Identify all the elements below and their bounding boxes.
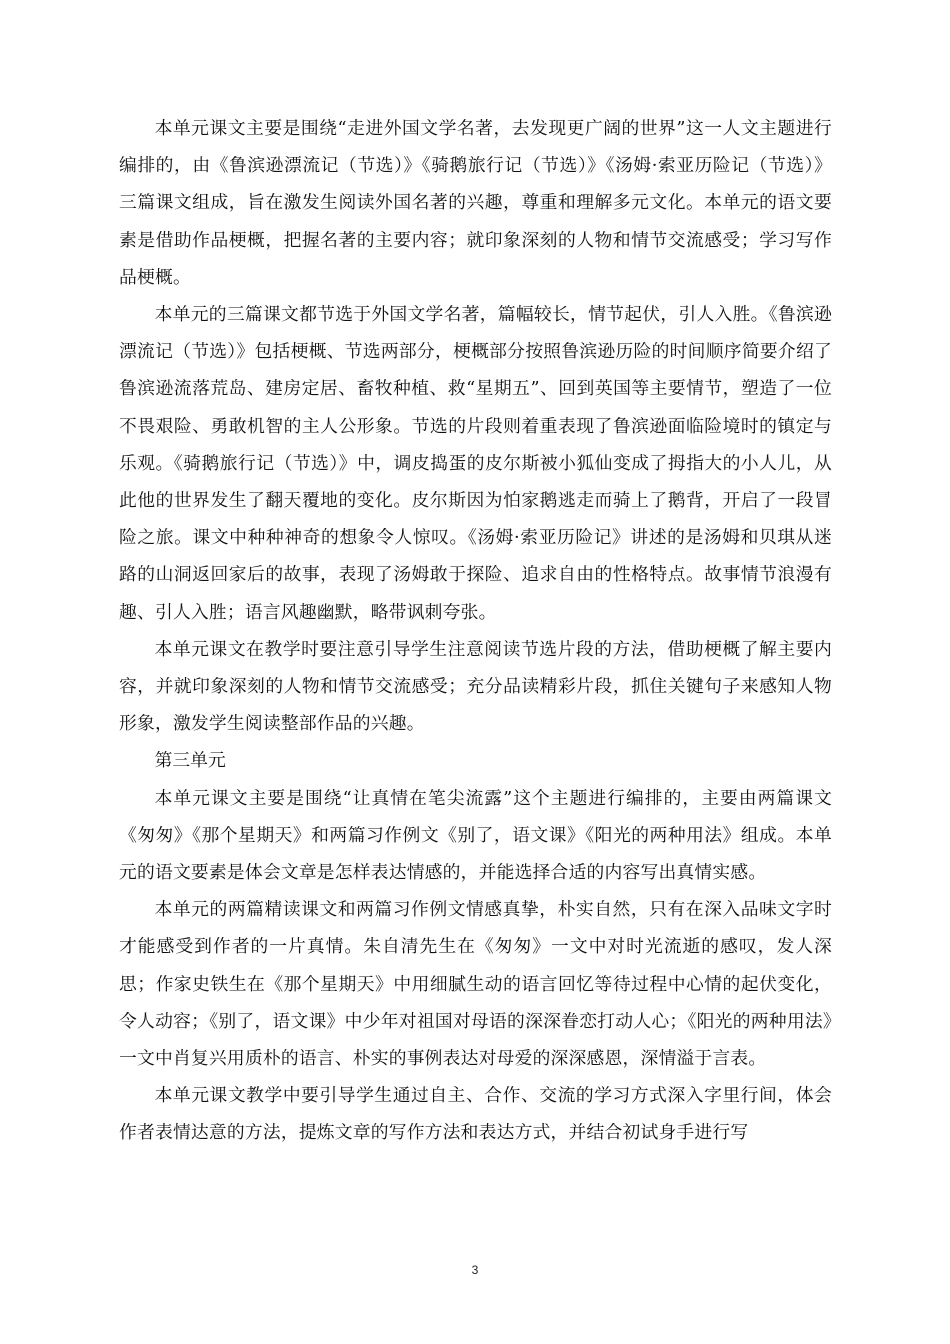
paragraph-unit3-texts: 本单元的两篇精读课文和两篇习作例文情感真挚，朴实自然，只有在深入品味文字时才能感受到作者的一片真情。朱自清先生在《匆匆》一文中对时光流逝的感叹，发人深思；作家史铁生在《那个星期天》中用细腻生动的语言回忆等待过程中心情的起伏变化，令人动容；《别了，语文课》中少年对祖国对母语的深深眷恋打动人心；《阳光的两种用法》一文中肖复兴用质朴的语言、朴实的事例表达对母爱的深深感恩，深情溢于言表。 [119,899,832,1070]
section-heading: 第三单元 [154,750,226,772]
paragraph-unit-overview: 本单元课文主要是围绕“走进外国文学名著，去发现更广阔的世界”这一人文主题进行编排的，由《鲁滨逊漂流记（节选）》《骑鹅旅行记（节选）》《汤姆·索亚历险记（节选）》三篇课文组成，旨在激发生阅读外国名著的兴趣，尊重和理解多元文化。本单元的语文要素是借助作品梗概，把握名著的主要内容；就印象深刻的人物和情节交流感受；学习写作品梗概。 [119,118,832,288]
paragraph-teaching-notes: 本单元课文在教学时要注意引导学生注意阅读节选片段的方法，借助梗概了解主要内容，并就印象深刻的人物和情节交流感受；充分品读精彩片段，抓住关键句子来感知人物形象，激发学生阅读整部作品的兴趣。 [119,638,832,735]
paragraph-unit3-teaching: 本单元课文教学中要引导学生通过自主、合作、交流的学习方式深入字里行间，体会作者表情达意的方法，提炼文章的写作方法和表达方式，并结合初试身手进行写 [119,1085,832,1144]
paragraph-unit3-overview: 本单元课文主要是围绕“让真情在笔尖流露”这个主题进行编排的，主要由两篇课文《匆匆》《那个星期天》和两篇习作例文《别了，语文课》《阳光的两种用法》组成。本单元的语文要素是体会文章是怎样表达情感的，并能选择合适的内容写出真情实感。 [119,787,832,884]
page-number: 3 [471,1263,479,1277]
page-body [119,110,832,1152]
paragraph-texts-summary: 本单元的三篇课文都节选于外国文学名著，篇幅较长，情节起伏，引人入胜。《鲁滨逊漂流记（节选）》包括梗概、节选两部分，梗概部分按照鲁滨逊历险的时间顺序简要介绍了鲁滨逊流落荒岛、建房定居、畜牧种植、救“星期五”、回到英国等主要情节，塑造了一位不畏艰险、勇敢机智的主人公形象。节选的片段则着重表现了鲁滨逊面临险境时的镇定与乐观。《骑鹅旅行记（节选）》中，调皮捣蛋的皮尔斯被小狐仙变成了拇指大的小人儿，从此他的世界发生了翻天覆地的变化。皮尔斯因为怕家鹅逃走而骑上了鹅背，开启了一段冒险之旅。课文中种种神奇的想象令人惊叹。《汤姆·索亚历险记》讲述的是汤姆和贝琪从迷路的山洞返回家后的故事，表现了汤姆敢于探险、追求自由的性格特点。故事情节浪漫有趣、引人入胜；语言风趣幽默，略带讽刺夸张。 [119,304,832,623]
